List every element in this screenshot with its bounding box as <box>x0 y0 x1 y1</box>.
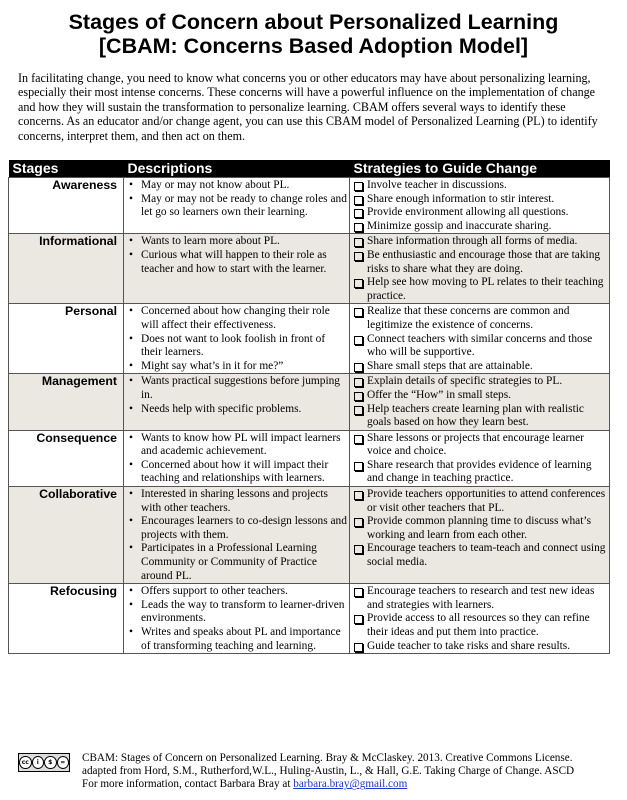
description-item: • Might say what’s in it for me?” <box>127 360 347 374</box>
table-row <box>9 374 610 430</box>
descriptions-cell <box>124 304 350 374</box>
strategies-cell <box>350 374 610 430</box>
table-header-row <box>9 160 610 178</box>
footer-contact-text: For more information, contact Barbara Bray at <box>82 778 291 791</box>
descriptions-cell <box>124 584 350 654</box>
table-row <box>9 430 610 486</box>
document-title <box>0 10 627 58</box>
strategy-item: Help teachers create learning plan with realistic goals based on how they learn best. <box>353 403 607 430</box>
description-list <box>127 375 347 416</box>
footer-line-3 <box>82 778 618 791</box>
strategy-item: Be enthusiastic and encourage those that are taking risks to share what they are doing. <box>353 249 607 276</box>
strategy-item: Provide access to all resources so they can refine their ideas and put them into practice. <box>353 612 607 639</box>
strategy-list <box>353 488 607 570</box>
strategy-list <box>353 585 607 653</box>
creative-commons-icon <box>18 753 70 772</box>
descriptions-cell <box>124 178 350 234</box>
strategy-item: Offer the “How” in small steps. <box>353 389 607 403</box>
strategy-list <box>353 235 607 303</box>
header-descriptions: Descriptions <box>124 160 350 178</box>
strategy-list <box>353 432 607 486</box>
nc-icon: $ <box>44 756 57 769</box>
strategies-cell <box>350 304 610 374</box>
description-item: • Curious what will happen to their role as teacher and how to start with the learner. <box>127 249 347 276</box>
strategy-item: Involve teacher in discussions. <box>353 179 607 193</box>
description-item: • Wants practical suggestions before jumping in. <box>127 375 347 402</box>
strategy-list <box>353 179 607 233</box>
strategy-list <box>353 305 607 373</box>
description-item: • Offers support to other teachers. <box>127 585 347 599</box>
strategy-item: Share enough information to stir interest. <box>353 193 607 207</box>
stage-cell: Informational <box>9 234 124 304</box>
description-item: • May or may not be ready to change roles and let go so learners own their learning. <box>127 193 347 220</box>
title-line-2: [CBAM: Concerns Based Adoption Model] <box>98 34 529 58</box>
strategies-cell <box>350 234 610 304</box>
title-line-1: Stages of Concern about Personalized Learning <box>68 10 559 34</box>
header-stages: Stages <box>9 160 124 178</box>
descriptions-cell <box>124 374 350 430</box>
descriptions-cell <box>124 487 350 584</box>
table-row <box>9 178 610 234</box>
strategy-item: Help see how moving to PL relates to their teaching practice. <box>353 276 607 303</box>
description-list <box>127 432 347 486</box>
description-item: • Concerned about how changing their role will affect their effectiveness. <box>127 305 347 332</box>
table-row <box>9 234 610 304</box>
description-item: • Needs help with specific problems. <box>127 403 347 417</box>
strategy-item: Provide common planning time to discuss what’s working and learn from each other. <box>353 515 607 542</box>
description-item: • Participates in a Professional Learning Community or Community of Practice around PL. <box>127 542 347 583</box>
strategies-cell <box>350 584 610 654</box>
strategy-item: Share lessons or projects that encourage learner voice and choice. <box>353 432 607 459</box>
strategy-item: Provide environment allowing all questions. <box>353 206 607 220</box>
description-list <box>127 235 347 276</box>
stages-table <box>8 160 610 654</box>
nd-icon: = <box>57 756 70 769</box>
footer-text <box>82 752 618 792</box>
strategies-cell <box>350 430 610 486</box>
stage-cell: Collaborative <box>9 487 124 584</box>
description-item: • Leads the way to transform to learner-driven environments. <box>127 599 347 626</box>
strategy-item: Provide teachers opportunities to attend conferences or visit other teachers that PL. <box>353 488 607 515</box>
strategy-item: Realize that these concerns are common and legitimize the existence of concerns. <box>353 305 607 332</box>
intro-paragraph: In facilitating change, you need to know what concerns you or other educators may have about personalizing learning, especially their most intense concerns. These concerns will have a powerful influence on the implementation of change and how they will sustain the transformation to personalize learning. CBAM offers several ways to identify these concerns. As an educator and/or change agent, you can use this CBAM model of Personalized Learning (PL) to identify concerns, interpret them, and then act on them. <box>18 71 598 143</box>
description-list <box>127 305 347 373</box>
strategy-item: Encourage teachers to team-teach and connect using social media. <box>353 542 607 569</box>
strategy-item: Share small steps that are attainable. <box>353 360 607 374</box>
description-item: • Concerned about how it will impact their teaching and relationships with learners. <box>127 459 347 486</box>
strategies-cell <box>350 487 610 584</box>
description-item: • May or may not know about PL. <box>127 179 347 193</box>
table-body <box>9 178 610 654</box>
description-item: • Does not want to look foolish in front of their learners. <box>127 333 347 360</box>
footer <box>18 752 618 794</box>
description-item: • Encourages learners to co-design lessons and projects with them. <box>127 515 347 542</box>
footer-line-1: CBAM: Stages of Concern on Personalized Learning. Bray & McClaskey. 2013. Creative Commons License. <box>82 752 573 764</box>
stage-cell: Management <box>9 374 124 430</box>
description-list <box>127 585 347 653</box>
description-item: • Wants to know how PL will impact learners and academic achievement. <box>127 432 347 459</box>
table-row <box>9 584 610 654</box>
footer-line-2: adapted from Hord, S.M., Rutherford,W.L., Huling-Austin, L., & Hall, G.E. Taking Charge of Change. ASCD <box>82 765 575 778</box>
strategy-item: Guide teacher to take risks and share results. <box>353 640 607 654</box>
description-item: • Wants to learn more about PL. <box>127 235 347 249</box>
strategy-item: Share information through all forms of media. <box>353 235 607 249</box>
strategy-item: Minimize gossip and inaccurate sharing. <box>353 220 607 234</box>
cc-icon: cc <box>19 756 32 769</box>
description-item: • Interested in sharing lessons and projects with other teachers. <box>127 488 347 515</box>
stage-cell: Personal <box>9 304 124 374</box>
strategy-item: Share research that provides evidence of learning and change in teaching practice. <box>353 459 607 486</box>
table-row <box>9 487 610 584</box>
header-strategies: Strategies to Guide Change <box>350 160 610 178</box>
description-list <box>127 488 347 583</box>
descriptions-cell <box>124 430 350 486</box>
descriptions-cell <box>124 234 350 304</box>
strategy-item: Explain details of specific strategies to PL. <box>353 375 607 389</box>
description-item: • Writes and speaks about PL and importance of transforming teaching and learning. <box>127 626 347 653</box>
by-icon: i <box>32 756 45 769</box>
stage-cell: Consequence <box>9 430 124 486</box>
stage-cell: Refocusing <box>9 584 124 654</box>
email-link[interactable]: barbara.bray@gmail.com <box>293 778 408 791</box>
strategy-item: Connect teachers with similar concerns and those who will be supportive. <box>353 333 607 360</box>
description-list <box>127 179 347 220</box>
strategy-list <box>353 375 607 429</box>
table-row <box>9 304 610 374</box>
strategies-cell <box>350 178 610 234</box>
strategy-item: Encourage teachers to research and test new ideas and strategies with learners. <box>353 585 607 612</box>
stage-cell: Awareness <box>9 178 124 234</box>
